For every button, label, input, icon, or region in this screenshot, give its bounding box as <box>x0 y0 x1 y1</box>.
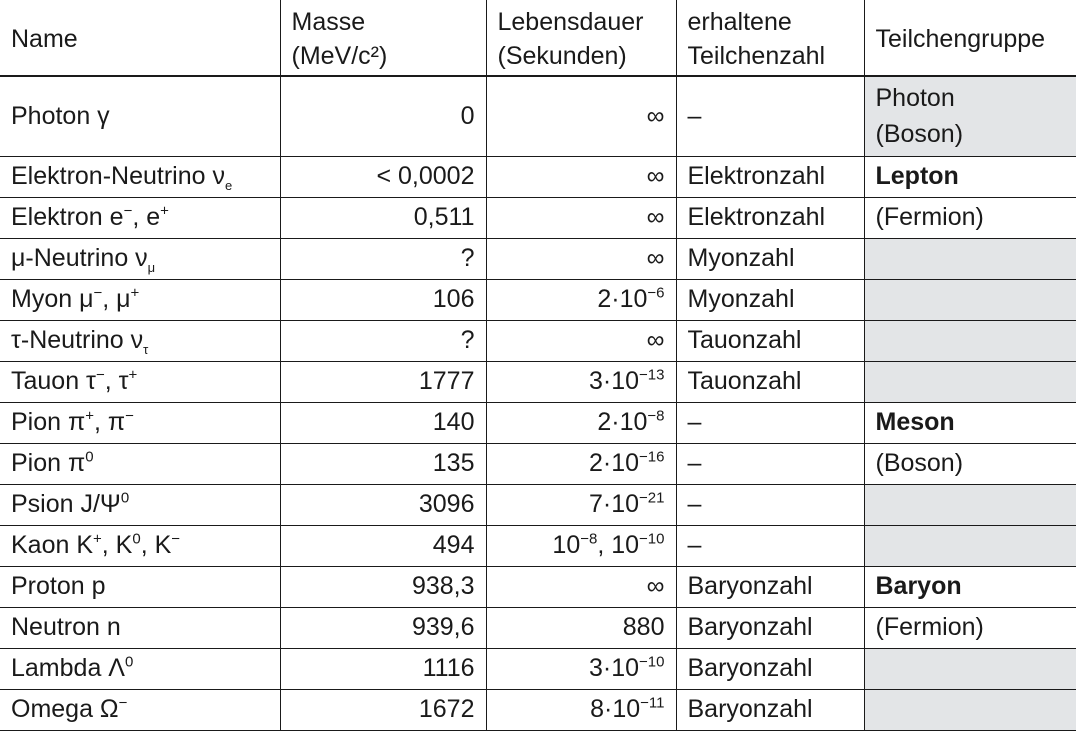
cell-mass: 1116 <box>280 648 486 689</box>
cell-group: Baryon <box>864 566 1076 607</box>
cell-name: Kaon K+, $K^0$, K− <box>0 525 280 566</box>
cell-name: Tauon τ−, τ+ <box>0 361 280 402</box>
cell-conserved: Baryonzahl <box>676 566 864 607</box>
cell-lifetime: ∞ <box>486 566 676 607</box>
cell-conserved: Baryonzahl <box>676 607 864 648</box>
cell-group: (Boson) <box>864 443 1076 484</box>
header-particle-group: Teilchengruppe <box>864 0 1076 76</box>
cell-conserved: Elektronzahl <box>676 156 864 197</box>
cell-mass: ? <box>280 320 486 361</box>
cell-conserved: Tauonzahl <box>676 361 864 402</box>
cell-group <box>864 238 1076 279</box>
cell-lifetime: ∞ <box>486 320 676 361</box>
cell-group <box>864 320 1076 361</box>
cell-mass: < 0,0002 <box>280 156 486 197</box>
header-name: Name <box>0 0 280 76</box>
cell-lifetime: $7\cdot 10^{-21}$ <box>486 484 676 525</box>
cell-lifetime: ∞ <box>486 197 676 238</box>
table-row <box>0 76 1076 156</box>
cell-lifetime: ∞ <box>486 76 676 156</box>
table-row <box>0 607 1076 648</box>
cell-group <box>864 279 1076 320</box>
table-row <box>0 484 1076 525</box>
table-row <box>0 443 1076 484</box>
cell-mass: 135 <box>280 443 486 484</box>
cell-mass: 938,3 <box>280 566 486 607</box>
cell-group: Photon (Boson) <box>864 76 1076 156</box>
cell-group <box>864 484 1076 525</box>
cell-name: μ-Neutrino $\nu_\mu$ <box>0 238 280 279</box>
cell-mass: ? <box>280 238 486 279</box>
cell-mass: 3096 <box>280 484 486 525</box>
cell-name: Psion $J/\Psi^0$ <box>0 484 280 525</box>
table-row <box>0 156 1076 197</box>
cell-name: Pion $\pi^0$ <box>0 443 280 484</box>
cell-name: Elektron-Neutrino $\nu_e$ <box>0 156 280 197</box>
cell-conserved: Myonzahl <box>676 238 864 279</box>
cell-lifetime: $3\cdot 10^{-13}$ <box>486 361 676 402</box>
cell-lifetime: $2\cdot 10^{-6}$ <box>486 279 676 320</box>
cell-conserved: – <box>676 484 864 525</box>
header-mass: Masse (MeV/c²) <box>280 0 486 76</box>
cell-group <box>864 689 1076 730</box>
table-row <box>0 689 1076 730</box>
table-row <box>0 238 1076 279</box>
cell-conserved: – <box>676 402 864 443</box>
header-conserved-number: erhaltene Teilchenzahl <box>676 0 864 76</box>
cell-conserved: Baryonzahl <box>676 648 864 689</box>
cell-mass: 0,511 <box>280 197 486 238</box>
cell-lifetime: $2\cdot 10^{-8}$ <box>486 402 676 443</box>
cell-name: Lambda $\Lambda^0$ <box>0 648 280 689</box>
cell-group <box>864 648 1076 689</box>
cell-name: Photon γ <box>0 76 280 156</box>
cell-mass: 939,6 <box>280 607 486 648</box>
cell-name: τ-Neutrino $\nu_\tau$ <box>0 320 280 361</box>
cell-lifetime: $3\cdot 10^{-10}$ <box>486 648 676 689</box>
cell-name: Elektron e−, e+ <box>0 197 280 238</box>
table-row <box>0 361 1076 402</box>
cell-lifetime: $8\cdot 10^{-11}$ <box>486 689 676 730</box>
cell-mass: 106 <box>280 279 486 320</box>
table-row <box>0 525 1076 566</box>
table-row <box>0 197 1076 238</box>
cell-conserved: Baryonzahl <box>676 689 864 730</box>
cell-conserved: Elektronzahl <box>676 197 864 238</box>
table-row <box>0 402 1076 443</box>
cell-group: (Fermion) <box>864 197 1076 238</box>
cell-group: (Fermion) <box>864 607 1076 648</box>
cell-mass: 1672 <box>280 689 486 730</box>
cell-lifetime: 880 <box>486 607 676 648</box>
cell-group: Meson <box>864 402 1076 443</box>
cell-conserved: – <box>676 525 864 566</box>
cell-conserved: Tauonzahl <box>676 320 864 361</box>
cell-lifetime: $2\cdot 10^{-16}$ <box>486 443 676 484</box>
cell-group <box>864 361 1076 402</box>
cell-conserved: – <box>676 443 864 484</box>
cell-conserved: – <box>676 76 864 156</box>
cell-mass: 140 <box>280 402 486 443</box>
cell-lifetime: $10^{-8}$, $10^{-10}$ <box>486 525 676 566</box>
cell-lifetime: ∞ <box>486 156 676 197</box>
cell-mass: 0 <box>280 76 486 156</box>
table-row <box>0 279 1076 320</box>
cell-lifetime: ∞ <box>486 238 676 279</box>
cell-mass: 494 <box>280 525 486 566</box>
cell-name: Proton p <box>0 566 280 607</box>
header-row <box>0 0 1076 76</box>
cell-name: Pion π+, π− <box>0 402 280 443</box>
cell-name: Myon μ−, μ+ <box>0 279 280 320</box>
header-lifetime: Lebensdauer (Sekunden) <box>486 0 676 76</box>
cell-mass: 1777 <box>280 361 486 402</box>
cell-group <box>864 525 1076 566</box>
cell-conserved: Myonzahl <box>676 279 864 320</box>
table-row <box>0 566 1076 607</box>
cell-group: Lepton <box>864 156 1076 197</box>
table-row <box>0 320 1076 361</box>
cell-name: Neutron n <box>0 607 280 648</box>
table-row <box>0 648 1076 689</box>
cell-name: Omega Ω− <box>0 689 280 730</box>
